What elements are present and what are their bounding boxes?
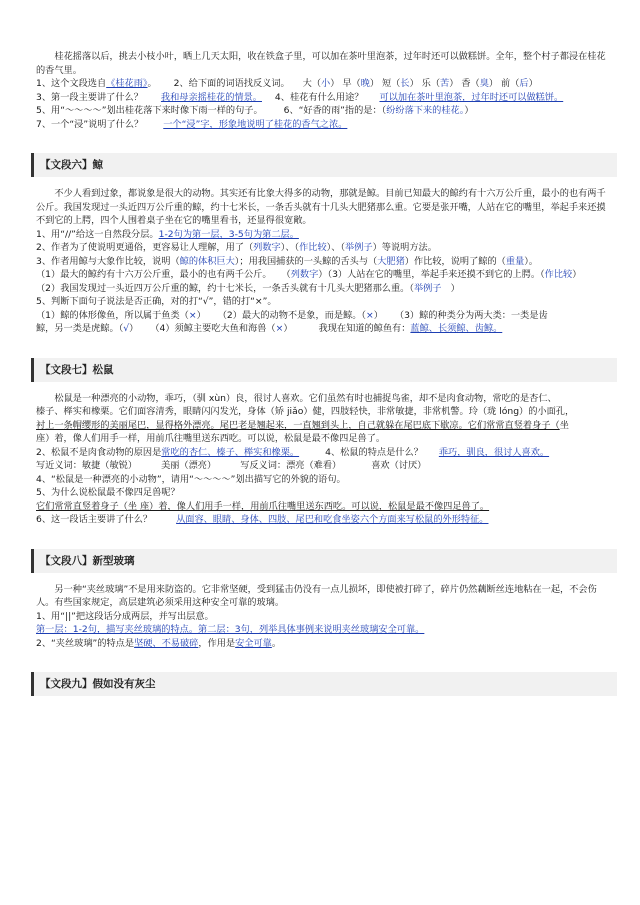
worksheet-page [36,50,612,706]
s7-q2-q4: 2、松鼠不是肉食动物的原因是常吃的杏仁、榛子、榉实和橡栗。 4、松鼠的特点是什么？ 乖巧，驯良，很讨人喜欢。 [36,446,550,458]
answer: 《桂花雨》 [106,78,148,89]
section-title-whale: 【文段六】鲸 [31,153,617,177]
s6-q5: 5、判断下面句子说法是否正确，对的打“√”，错的打“×”。 [36,296,277,307]
s6-judge-2: 鲸，另一类是虎鲸。（√） （4）须鲸主要吃大鱼和海兽（×） 我现在知道的鲸鱼有：蓝鲸、长须鲸、齿鲸。 [36,323,503,334]
s6-l2: （2）我国发现过一头近四万公斤重的鲸，约十七米长，一条舌头就有十几头大肥猪那么重。（举例子 ） [36,282,460,294]
s7-para-3: 衬上一条帽缨形的美丽尾巴，显得格外漂亮。尾巴老是翘起来，一直翘到头上，自己就躲在尾巴底下歇凉。它们常常直竖着身子（坐 [36,419,569,431]
s7-q5: 5、为什么说松鼠最不像四足兽呢？ [36,487,180,498]
s6-q1: 1、用“//”给这一自然段分层。1-2句为第一层，3-5句为第二层。 [36,228,299,240]
s8-a1: 第一层：1-2句，描写夹丝玻璃的特点。第二层：3句，列举具体事例来说明夹丝玻璃安全可靠。 [36,624,425,635]
s5-q7: 7、一个“浸”说明了什么？ 一个“浸”字，形象地说明了桂花的香气之浓。 [36,118,348,130]
s7-q6: 6、这一段话主要讲了什么？ 从面容、眼睛、身体、四肢、尾巴和吃食坐姿六个方面来写松鼠的外形特征。 [36,514,489,525]
s8-q2: 2、“夹丝玻璃”的特点是坚硬、不易破碎，作用是安全可靠。 [36,637,282,649]
s6-l1: （1）最大的鲸约有十六万公斤重，最小的也有两千公斤。 （列数字）（3）人站在它的嘴里，举起手来还摸不到它的上腭。（作比较） [36,269,582,280]
s8-q1: 1、用“||”把这段话分成两层，并写出层意。 [36,610,214,622]
s5-q5-q6: 5、用“～～～～”划出桂花落下来时像下雨一样的句子。 6、“好香的雨”指的是：（纷纷落下来的桂花。） [36,105,474,116]
section-title-glass: 【文段八】新型玻璃 [31,549,617,573]
s7-para-4: 座）着，像人们用手一样，用前爪往嘴里送东西吃。可以说，松鼠是最不像四足兽了。 [36,433,386,444]
s6-paragraph: 不少人看到过象，都说象是很大的动物。其实还有比象大得多的动物，那就是鲸。目前已知最大的鲸约有十六万公斤重，最小的也有两千公斤。我国发现过一头近四万公斤重的鲸，约十七米长，一条舌头就有十几头大肥猪那么重。它要是张开嘴，人站在它的嘴里，举起手来还摸不到它的上腭，四个人围着桌子坐在它的嘴里看书，还显得很宽敞。 [36,188,606,226]
s6-q2: 2、作者为了使说明更通俗，更容易让人理解，用了（列数字）、（作比较）、（举例子）等说明方法。 [36,242,437,253]
s7-a5: 它们常常直竖着身子（坐 座）着，像人们用手一样，用前爪往嘴里送东西吃。可以说，松鼠是最不像四足兽了。 [36,500,490,512]
s5-intro: 桂花摇落以后，挑去小枝小叶，晒上几天太阳，收在铁盒子里，可以加在茶叶里泡茶，过年时还可以做糕饼。全年，整个村子都浸在桂花的香气里。 [36,51,606,76]
s7-words: 写近义词：敏捷（敏锐） 美丽（漂亮） 写反义词：漂亮（难看） 喜欢（讨厌） [36,460,427,471]
s5-q3-q4: 3、第一段主要讲了什么？ 我和母亲摇桂花的情景。 4、桂花有什么用途？ 可以加在茶叶里泡茶，过年时还可以做糕饼。 [36,91,564,103]
s7-q4b: 4、“松鼠是一种漂亮的小动物”，请用“～～～～”划出描写它的外貌的语句。 [36,473,346,485]
section-title-squirrel: 【文段七】松鼠 [31,358,617,382]
s7-para-1: 松鼠是一种漂亮的小动物，乖巧，（驯 xùn）良，很讨人喜欢。它们虽然有时也捕捉鸟雀，却不是肉食动物，常吃的是杏仁、 [54,392,557,404]
section-title-dust: 【文段九】假如没有灰尘 [31,672,617,696]
s6-judge-1: （1）鲸的体形像鱼，所以属于鱼类（×） （2）最大的动物不是象，而是鲸。（×） （3）鲸的种类分为两大类：一类是齿 [36,309,548,321]
s5-q1-q2: 1、这个文段选自《桂花雨》。 2、给下面的词语找反义词。 大（小） 早（晚） 短（长） 乐（苦） 香（臭） 前（后） [36,78,538,89]
s7-para-2: 榛子、榉实和橡栗。它们面容清秀，眼睛闪闪发光，身体（矫 jiǎo）健，四肢轻快，非常敏捷，非常机警。玲（珑 lóng）的小面孔， [36,406,575,417]
s6-q3: 3、作者用鲸与大象作比较，说明（鲸的体积巨大）；用我国捕获的一头鲸的舌头与（大肥猪）作比较，说明了鲸的（重量）。 [36,255,538,267]
s8-paragraph: 另一种“夹丝玻璃”不是用来防盗的。它非常坚硬，受到猛击仍没有一点儿损坏，即使被打碎了，碎片仍然藕断丝连地粘在一起，不会伤人。有些国家规定，高层建筑必须采用这种安全可靠的玻璃。 [36,583,597,608]
